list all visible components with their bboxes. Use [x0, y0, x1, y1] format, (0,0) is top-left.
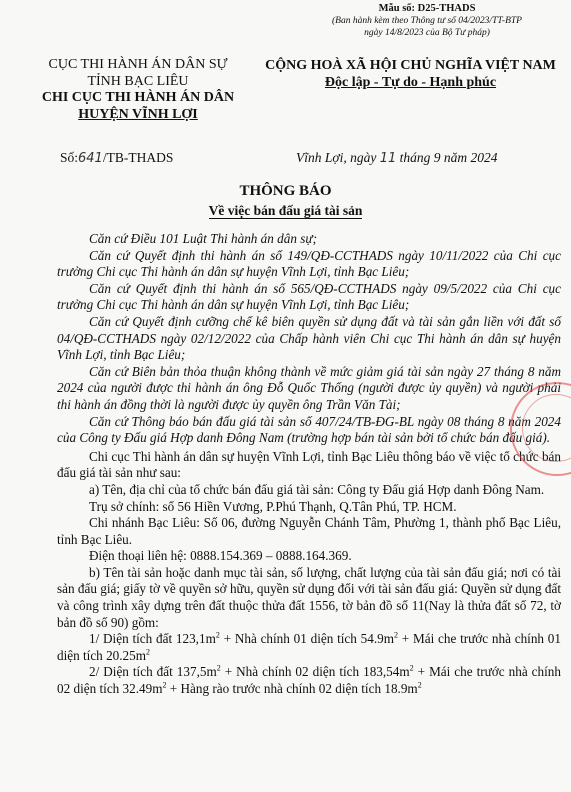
form-issued-line-2: ngày 14/8/2023 của Bộ Tư pháp) [364, 28, 490, 38]
place-date [296, 150, 498, 166]
number-prefix: Số: [60, 150, 79, 165]
agency-line-2: TỈNH BẠC LIÊU [87, 73, 189, 89]
national-header [250, 57, 571, 91]
basis-paragraph: Căn cứ Điều 101 Luật Thi hành án dân sự; [89, 231, 317, 246]
basis-paragraph: Căn cứ Thông báo bán đấu giá tài sản số 407/24/TB-ĐG-BL ngày 08 tháng 8 năm 2024 của Công ty Đấu giá Hợp danh Đông Nam (trường hợp bán tài sản bởi tổ chức bán đấu giá). [57, 413, 561, 446]
place-date-prefix: Vĩnh Lợi, ngày [296, 150, 377, 165]
body-paragraph: a) Tên, địa chỉ của tổ chức bán đấu giá tài sản: Công ty Đấu giá Hợp danh Đông Nam. [89, 481, 545, 497]
place-date-day: 11 [379, 151, 397, 166]
agency-line-1: CỤC THI HÀNH ÁN DÂN SỰ [48, 57, 228, 72]
asset-item-1: 1/ Diện tích đất $123,1m^2$ + Nhà chính 01 diện tích $54.9m^2$ + Mái che trước nhà chính 01 diện tích $20.25m^2$ [57, 630, 561, 663]
place-date-suffix: tháng 9 năm 2024 [399, 150, 498, 165]
form-code: Mẫu số: D25-THADS [378, 3, 476, 14]
national-motto: Độc lập - Tự do - Hạnh phúc [324, 75, 497, 90]
body-paragraph: Điện thoại liên hệ: 0888.154.369 – 0888.164.369. [89, 548, 352, 564]
number-handwritten: 641 [78, 151, 103, 166]
basis-paragraph: Căn cứ Quyết định thi hành án số 149/QĐ-CCTHADS ngày 10/11/2022 của Chi cục trưởng Chi cục Thi hành án dân sự huyện Vĩnh Lợi, tỉnh Bạc Liêu; [57, 247, 561, 280]
agency-line-4: HUYỆN VĨNH LỢI [78, 106, 198, 122]
document-title: THÔNG BÁO [239, 183, 332, 199]
document-body [57, 231, 561, 698]
national-name: CỘNG HOÀ XÃ HỘI CHỦ NGHĨA VIỆT NAM [265, 58, 556, 73]
body-paragraph: b) Tên tài sản hoặc danh mục tài sản, số lượng, chất lượng của tài sản đấu giá; nơi có tài sản đấu giá; giấy tờ về quyền sở hữu, quyền sử dụng đối với tài sản đấu giá: Quyền sử dụng đất và công trình xây dựng trên đất thuộc thửa đất 1556, tờ bản đồ số 11(Nay là thửa đất số 72, tờ bản đồ số 90) gồm: [57, 564, 561, 630]
document-subtitle-wrap [0, 203, 571, 219]
body-paragraph: Chi cục Thi hành án dân sự huyện Vĩnh Lợi, tỉnh Bạc Liêu thông báo về việc tổ chức bán đấu giá tài sản như sau: [57, 448, 561, 481]
asset-item-2: 2/ Diện tích đất $137,5m^2$ + Nhà chính 02 diện tích $183,54m^2$ + Mái che trước nhà chính 02 diện tích $32.49m^2$ + Hàng rào trước nhà chính 02 diện tích $18.9m^2$ [57, 664, 561, 697]
agency-header [0, 57, 276, 123]
agency-line-3: CHI CỤC THI HÀNH ÁN DÂN [41, 90, 235, 105]
basis-paragraph: Căn cứ Quyết định thi hành án số 565/QĐ-CCTHADS ngày 09/5/2022 của Chi cục trưởng Chi cục Thi hành án dân sự huyện Vĩnh Lợi, tỉnh Bạc Liêu; [57, 280, 561, 313]
body-paragraph: Chi nhánh Bạc Liêu: Số 06, đường Nguyễn Chánh Tâm, Phường 1, thành phố Bạc Liêu, tỉnh Bạc Liêu. [57, 515, 561, 547]
document-subtitle: Về việc bán đấu giá tài sản [208, 203, 363, 218]
body-paragraph: Trụ sở chính: số 56 Hiền Vương, P.Phú Thạnh, Q.Tân Phú, TP. HCM. [89, 498, 457, 514]
basis-paragraph: Căn cứ Biên bản thỏa thuận không thành về mức giảm giá tài sản ngày 27 tháng 8 năm 2024 của người được thi hành án ông Đỗ Quốc Thống (người được ủy quyền) và người phải thi hành án đồng thời là người được ủy quyền ông Trần Văn Tài; [57, 363, 561, 412]
form-issued-line-1: (Ban hành kèm theo Thông tư số 04/2023/TT-BTP [332, 16, 522, 26]
form-code-block [297, 3, 557, 39]
number-suffix: /TB-THADS [102, 150, 174, 165]
basis-paragraph: Căn cứ Quyết định cưỡng chế kê biên quyền sử dụng đất và tài sản gắn liền với đất số 04/QĐ-CCTHADS ngày 02/12/2022 của Chấp hành viên Chi cục Thi hành án dân sự huyện Vĩnh Lợi, tỉnh Bạc Liêu; [57, 313, 561, 363]
document-number [60, 150, 173, 166]
